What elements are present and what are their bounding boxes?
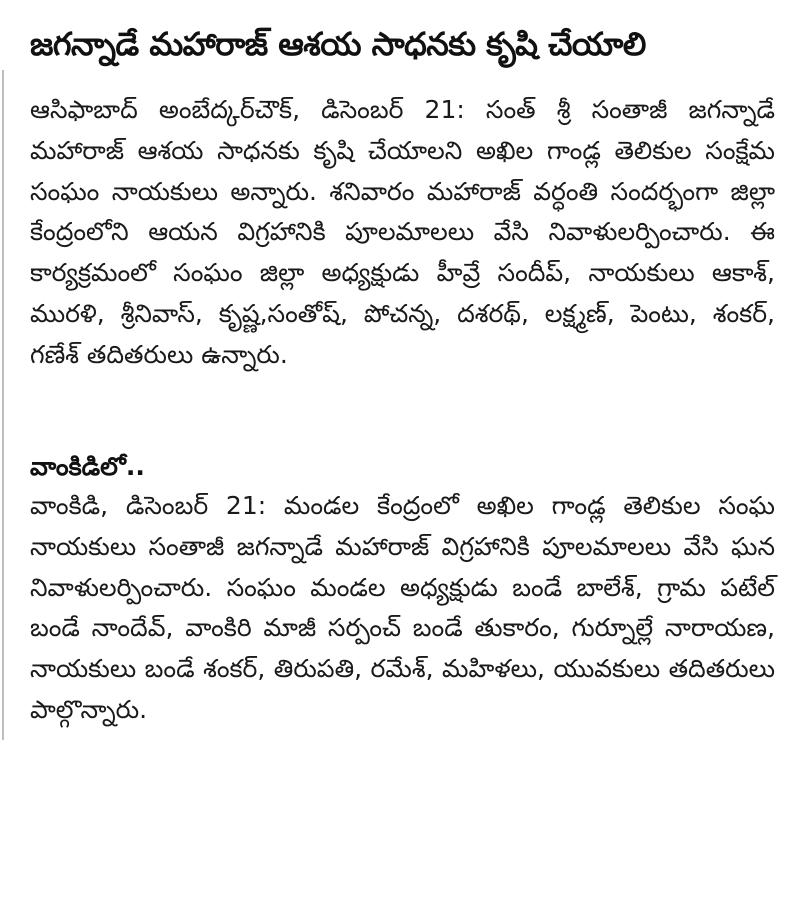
column-divider [2, 70, 4, 740]
article-paragraph-2: వాంకిడి, డిసెంబర్ 21: మండల కేంద్రంలో అఖిల గాండ్ల తెలికుల సంఘ నాయకులు సంతాజీ జగన్నాడే మహారాజ్ విగ్రహానికి పూలమాలలు వేసి ఘన నివాళులర్పించారు. సంఘం మండల అధ్యక్షుడు బండే బాలేశ్, గ్రామ పటేల్ బండే నాందేవ్, వాంకిరి మాజీ సర్పంచ్ బండే తుకారం, గుర్నూల్లే నారాయణ, నాయకులు బండే శంకర్, తిరుపతి, రమేశ్, మహిళలు, యువకులు తదితరులు పాల్గొన్నారు. [30, 491, 775, 724]
article-subheading: వాంకిడిలో.. [30, 452, 145, 481]
article-paragraph-1: ఆసిఫాబాద్ అంబేద్కర్‌చౌక్, డిసెంబర్ 21: సంత్ శ్రీ సంతాజీ జగన్నాడే మహారాజ్ ఆశయ సాధనకు కృషి చేయాలని అఖిల గాండ్ల తెలికుల సంక్షేమ సంఘం నాయకులు అన్నారు. శనివారం మహారాజ్ వర్ధంతి సందర్భంగా జిల్లా కేంద్రంలోని ఆయన విగ్రహానికి పూలమాలలు వేసి నివాళులర్పించారు. ఈ కార్యక్రమంలో సంఘం జిల్లా అధ్యక్షుడు హీవ్రే సందీప్, నాయకులు ఆకాశ్, మురళి, శ్రీనివాస్, కృష్ణ,సంతోష్, పోచన్న, దశరథ్, లక్ష్మణ్, పెంటు, శంకర్, గణేశ్ తదితరులు ఉన్నారు. [30, 95, 775, 369]
article-headline: జగన్నాడే మహారాజ్ ఆశయ సాధనకు కృషి చేయాలి [30, 25, 646, 63]
